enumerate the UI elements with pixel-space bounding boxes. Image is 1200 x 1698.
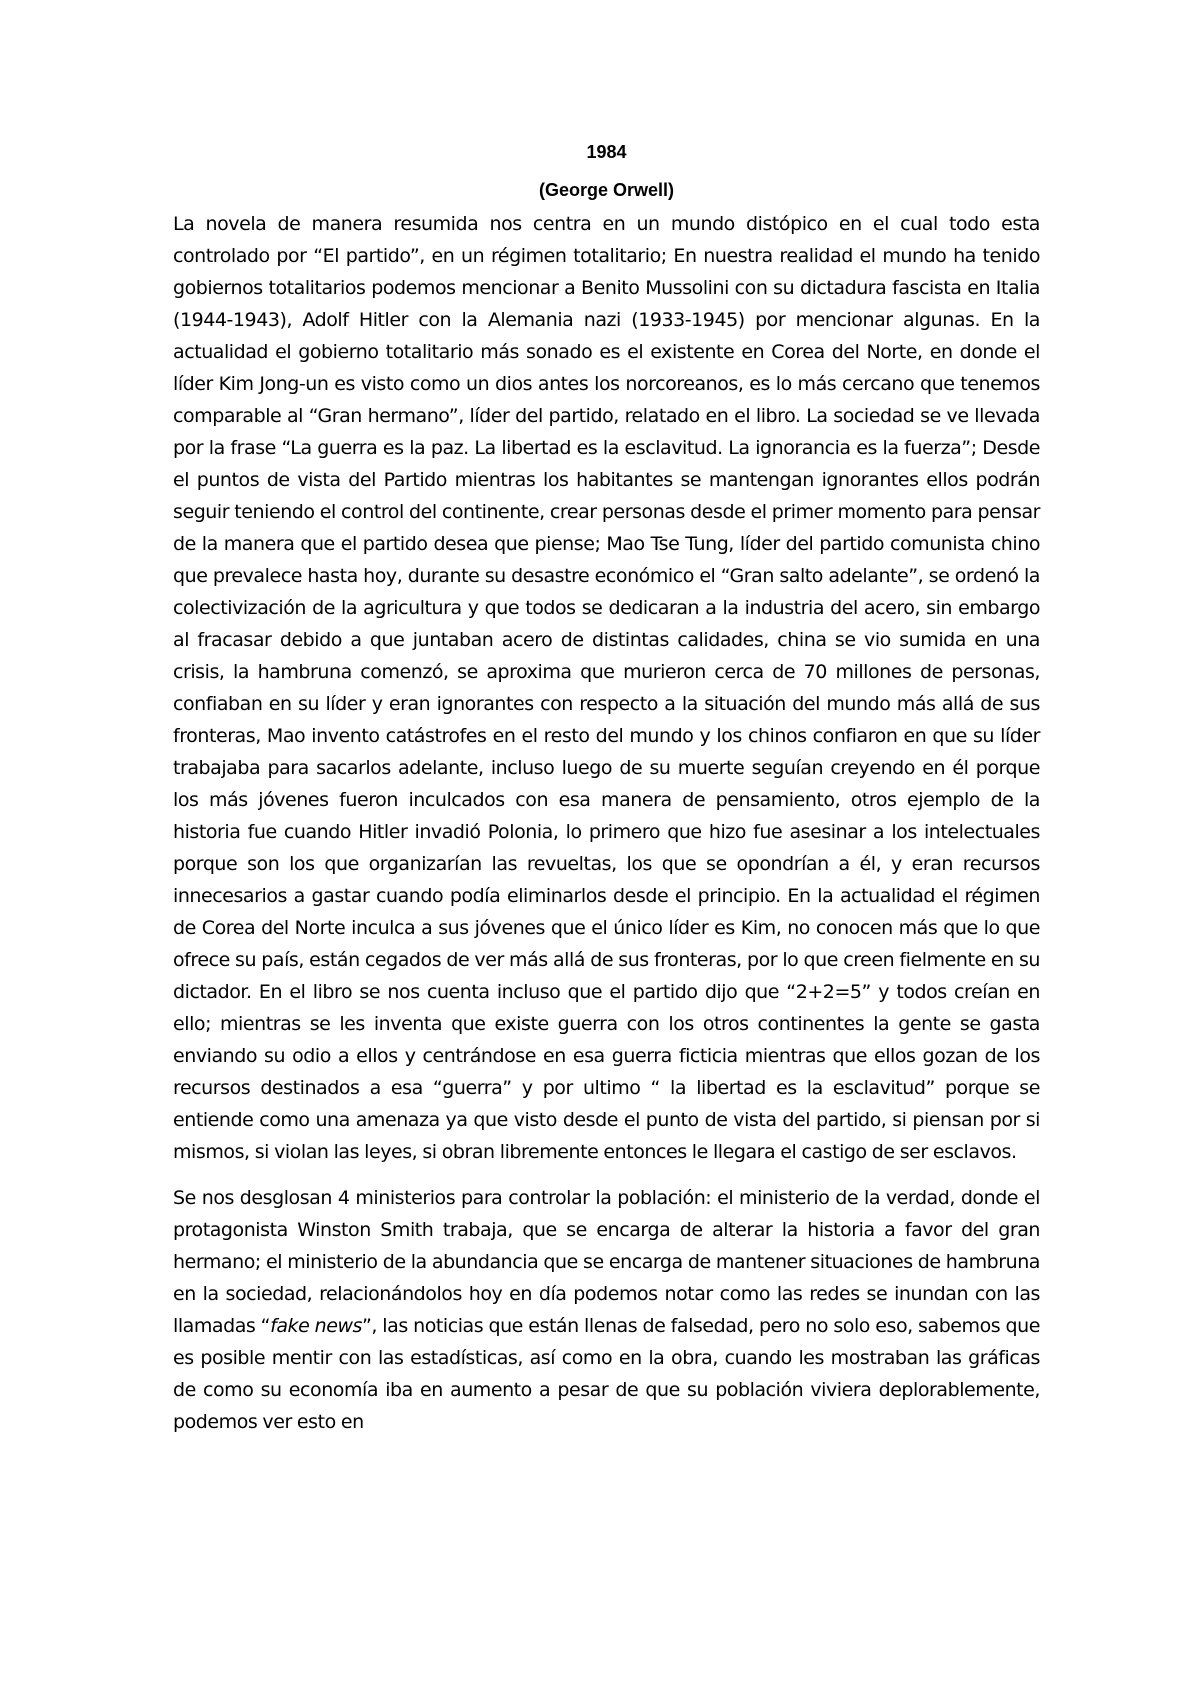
paragraph-2-text-end: ”, las noticias que están llenas de falsedad, pero no solo eso, sabemos que es posible mentir con las estadísticas, así como en la obra, cuando les mostraban las gráficas de como su economía iba en aumento a pesar de que su población viviera deplorablemente, podemos ver esto en xyxy=(173,1315,1040,1433)
document-title: 1984 xyxy=(586,142,627,162)
paragraph-2-text-start: Se nos desglosan 4 ministerios para controlar la población: el ministerio de la verdad, donde el protagonista Winston Smith trabaja, que se encarga de alterar la historia a favor del gran hermano; el ministerio de la abundancia que se encarga de mantener situaciones de hambruna en la sociedad, relacionándolos hoy en día podemos notar como las redes se inundan con las llamadas “ xyxy=(173,1187,1040,1337)
document-body xyxy=(173,140,1040,1438)
paragraph-1: La novela de manera resumida nos centra en un mundo distópico en el cual todo esta controlado por “El partido”, en un régimen totalitario; En nuestra realidad el mundo ha tenido gobiernos totalitarios podemos mencionar a Benito Mussolini con su dictadura fascista en Italia (1944-1943), Adolf Hitler con la Alemania nazi (1933-1945) por mencionar algunas. En la actualidad el gobierno totalitario más sonado es el existente en Corea del Norte, en donde el líder Kim Jong-un es visto como un dios antes los norcoreanos, es lo más cercano que tenemos comparable al “Gran hermano”, líder del partido, relatado en el libro. La sociedad se ve llevada por la frase “La guerra es la paz. La libertad es la esclavitud. La ignorancia es la fuerza”; Desde el puntos de vista del Partido mientras los habitantes se mantengan ignorantes ellos podrán seguir teniendo el control del continente, crear personas desde el primer momento para pensar de la manera que el partido desea que piense; Mao Tse Tung, líder del partido comunista chino que prevalece hasta hoy, durante su desastre económico el “Gran salto adelante”, se ordenó la colectivización de la agricultura y que todos se dedicaran a la industria del acero, sin embargo al fracasar debido a que juntaban acero de distintas calidades, china se vio sumida en una crisis, la hambruna comenzó, se aproxima que murieron cerca de 70 millones de personas, confiaban en su líder y eran ignorantes con respecto a la situación del mundo más allá de sus fronteras, Mao invento catástrofes en el resto del mundo y los chinos confiaron en que su líder trabajaba para sacarlos adelante, incluso luego de su muerte seguían creyendo en él porque los más jóvenes fueron inculcados con esa manera de pensamiento, otros ejemplo de la historia fue cuando Hitler invadió Polonia, lo primero que hizo fue asesinar a los intelectuales porque son los que organizarían las revueltas, los que se opondrían a él, y eran recursos innecesarios a gastar cuando podía eliminarlos desde el principio. En la actualidad el régimen de Corea del Norte inculca a sus jóvenes que el único líder es Kim, no conocen más que lo que ofrece su país, están cegados de ver más allá de sus fronteras, por lo que creen fielmente en su dictador. En el libro se nos cuenta incluso que el partido dijo que “2+2=5” y todos creían en ello; mientras se les inventa que existe guerra con los otros continentes la gente se gasta enviando su odio a ellos y centrándose en esa guerra ficticia mientras que ellos gozan de los recursos destinados a esa “guerra” y por ultimo “ la libertad es la esclavitud” porque se entiende como una amenaza ya que visto desde el punto de vista del partido, si piensan por si mismos, si violan las leyes, si obran libremente entonces le llegara el castigo de ser esclavos. xyxy=(173,213,1040,1163)
paragraph-2 xyxy=(173,1182,1040,1438)
document-author: (George Orwell) xyxy=(538,180,675,200)
paragraph-2-italic-term: fake news xyxy=(270,1315,362,1337)
